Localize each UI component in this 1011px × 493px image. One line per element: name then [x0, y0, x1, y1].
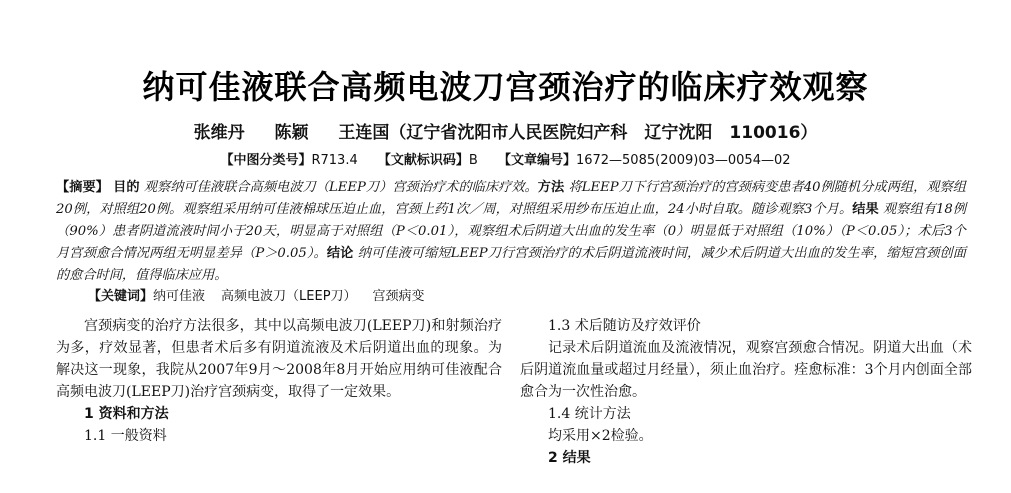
keywords-label: 【关键词】 — [88, 289, 154, 304]
followup-paragraph: 记录术后阴道流血及流液情况，观察宫颈愈合情况。阴道大出血（术后阴道流血量或超过月经量），须止血治疗。痊愈标准：3个月内创面全部愈合为一次性治愈。 — [520, 340, 972, 400]
section-1-heading: 1 资料和方法 — [84, 406, 169, 422]
conclusion-label: 结论 — [326, 246, 354, 261]
art-label: 【文章编号】 — [497, 153, 576, 168]
result-text: 观察组有18例（90%）患者阴道流液时间小于20天，明显高于对照组（P＜0.01），观察组术后阴道大出血的发生率（0）明显低于对照组（10%）（P＜0.05）；术后3个月宫颈愈合情况两组无明显差异（P＞0.05）。 — [56, 202, 967, 261]
method-label: 方法 — [537, 180, 565, 195]
classification-line — [0, 149, 1011, 168]
section-1-4-heading: 1.4 统计方法 — [548, 406, 631, 422]
article-number — [498, 153, 791, 168]
author-1: 张维丹 — [193, 123, 245, 143]
clc-label: 【中图分类号】 — [220, 153, 312, 168]
left-column — [56, 315, 502, 447]
method-text: 将LEEP刀下行宫颈治疗的宫颈病变患者40例随机分成两组，观察组20例，对照组20例。观察组采用纳可佳液棉球压迫止血，宫颈上药1次／周，对照组采用纱布压迫止血，24小时自取。随诊观察3个月。 — [56, 180, 966, 217]
right-column — [520, 315, 972, 469]
clc-code — [220, 153, 357, 168]
abstract — [56, 177, 966, 287]
section-1-1-heading: 1.1 一般资料 — [84, 428, 167, 444]
art-value: 1672—5085(2009)03—0054—02 — [575, 153, 791, 168]
keyword-2: 高频电波刀（LEEP刀） — [221, 289, 357, 304]
doc-code — [378, 153, 478, 168]
doc-value: B — [468, 153, 478, 168]
keywords — [88, 287, 968, 307]
author-2: 陈颖 — [274, 123, 309, 143]
clc-value: R713.4 — [311, 153, 358, 168]
section-2-heading: 2 结果 — [548, 450, 591, 466]
author-3-and-affiliation — [338, 123, 817, 143]
abstract-label: 【摘要】 — [56, 180, 109, 195]
paper-title: 纳可佳液联合高频电波刀宫颈治疗的临床疗效观察 — [142, 68, 869, 106]
author-line — [0, 118, 1011, 143]
affiliation: （辽宁省沈阳市人民医院妇产科 辽宁沈阳 110016） — [389, 123, 818, 143]
objective-text: 观察纳可佳液联合高频电波刀（LEEP刀）宫颈治疗术的临床疗效。 — [143, 180, 538, 195]
keyword-1: 纳可佳液 — [153, 289, 206, 304]
result-label: 结果 — [852, 202, 879, 217]
conclusion-text: 纳可佳液可缩短LEEP刀行宫颈治疗的术后阴道流液时间，减少术后阴道大出血的发生率，缩短宫颈创面的愈合时间，值得临床应用。 — [56, 246, 966, 283]
objective-label: 目的 — [113, 180, 140, 195]
keyword-3: 宫颈病变 — [372, 289, 425, 304]
doc-label: 【文献标识码】 — [377, 153, 469, 168]
section-1-3-heading: 1.3 术后随访及疗效评价 — [548, 318, 701, 334]
intro-paragraph: 宫颈病变的治疗方法很多，其中以高频电波刀(LEEP刀)和射频治疗为多，疗效显著，但患者术后多有阴道流液及术后阴道出血的现象。为解决这一现象，我院从2007年9月～2008年8月开始应用纳可佳液配合高频电波刀(LEEP刀)治疗宫颈病变，取得了一定效果。 — [56, 318, 502, 400]
stats-paragraph: 均采用×2检验。 — [548, 428, 653, 444]
author-3: 王连国 — [338, 123, 390, 143]
